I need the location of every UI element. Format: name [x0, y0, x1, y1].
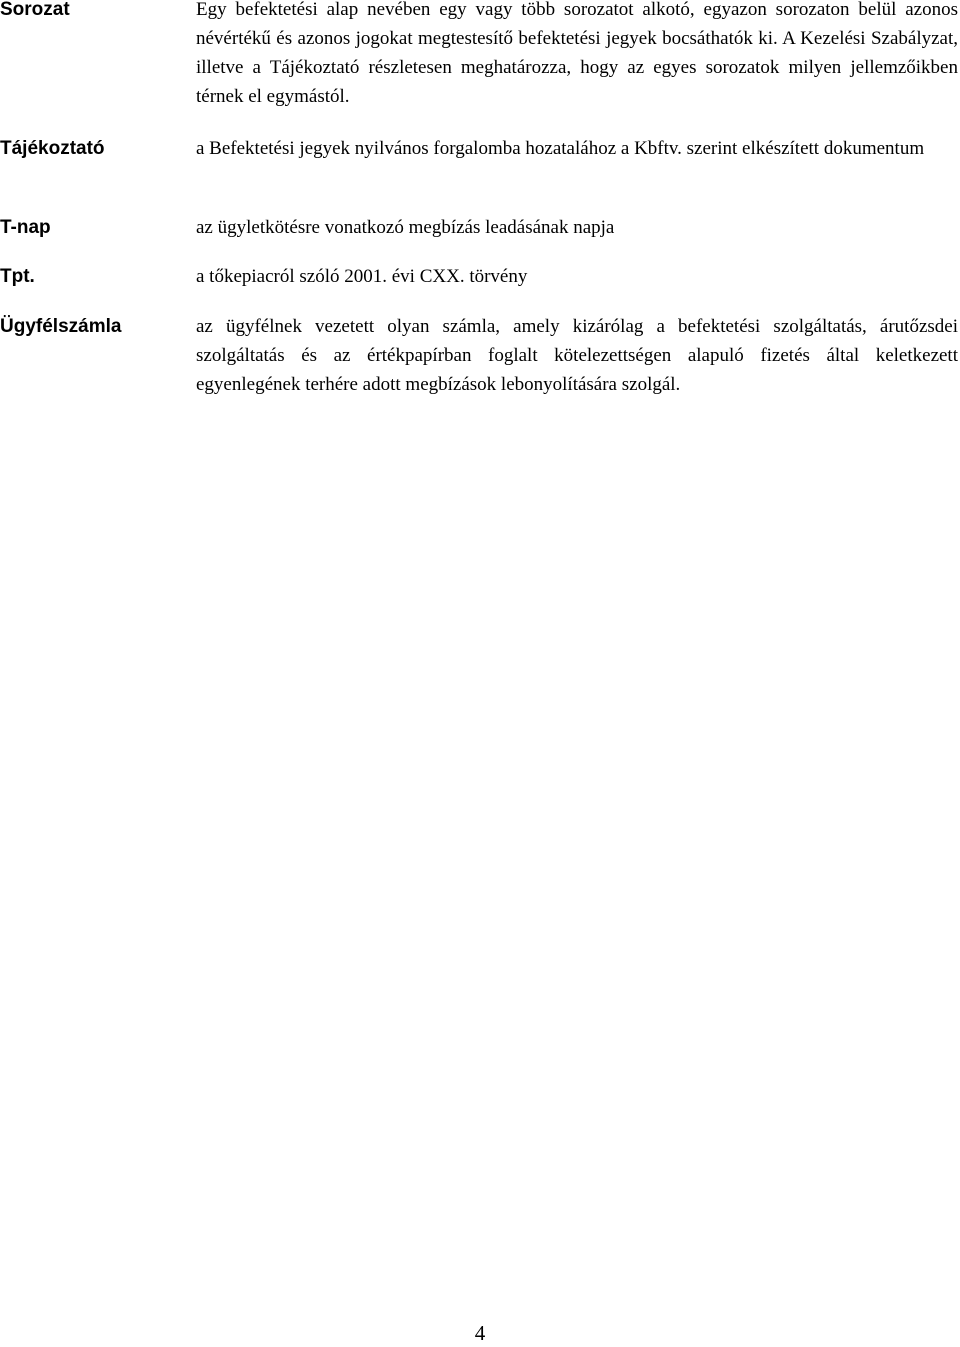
term-label: Sorozat: [0, 0, 70, 20]
definition-row-ugyfelszamla: [0, 312, 960, 399]
term-label: Tpt.: [0, 266, 35, 287]
term-label: T-nap: [0, 217, 51, 238]
definition-row-tajekoztato: [0, 134, 960, 163]
definition-text: az ügyfélnek vezetett olyan számla, amely kizárólag a befektetési szolgáltatás, árutőzsdei szolgáltatás és az értékpapírban foglalt kötelezettségen alapuló fizetés által keletkezett egyenlegének terhére adott megbízások lebonyolítására szolgál.: [196, 316, 958, 395]
definition-row-sorozat: [0, 0, 960, 111]
definition-row-t-nap: [0, 213, 960, 242]
page-number: 4: [474, 1321, 486, 1345]
term-label: Ügyfélszámla: [0, 316, 122, 337]
definition-row-tpt: [0, 262, 960, 291]
term-label: Tájékoztató: [0, 138, 105, 159]
definition-text: a tőkepiacról szóló 2001. évi CXX. törvény: [196, 266, 528, 287]
definition-text: Egy befektetési alap nevében egy vagy több sorozatot alkotó, egyazon sorozaton belül azonos névértékű és azonos jogokat megtestesítő befektetési jegyek bocsáthatók ki. A Kezelési Szabályzat, illetve a Tájékoztató részletesen meghatározza, hogy az egyes sorozatok milyen jellemzőikben térnek el egymástól.: [196, 0, 958, 107]
definition-text: az ügyletkötésre vonatkozó megbízás leadásának napja: [196, 217, 615, 238]
definition-text: a Befektetési jegyek nyilvános forgalomba hozatalához a Kbftv. szerint elkészített dokumentum: [196, 138, 925, 159]
